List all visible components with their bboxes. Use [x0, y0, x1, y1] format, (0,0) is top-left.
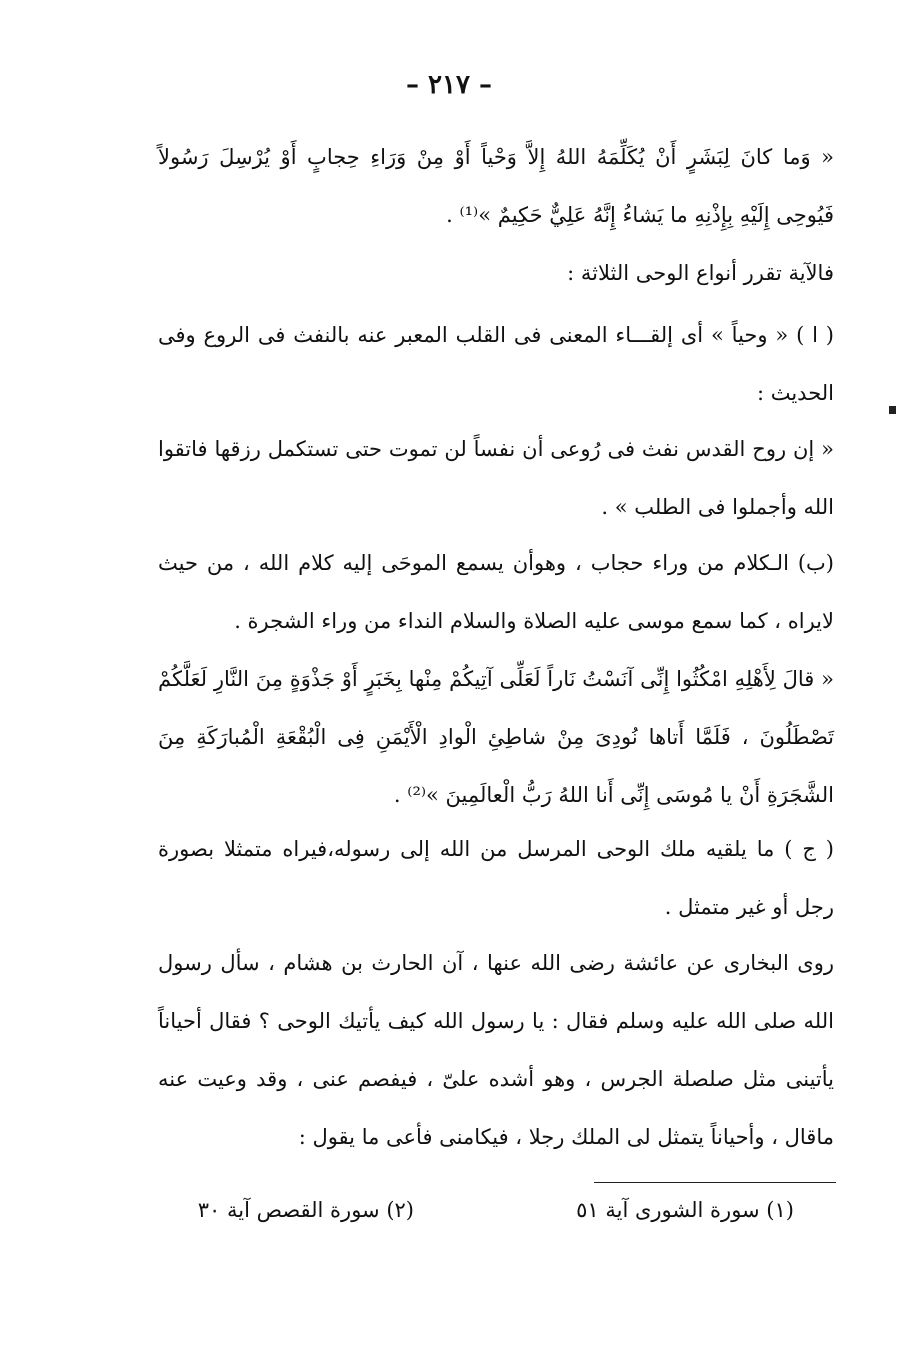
- hadith-quote: « إن روح القدس نفث فى رُوعى أن نفساً لن تموت حتى تستكمل رزقها فاتقوا الله وأجملوا فى الطلب » .: [158, 437, 834, 519]
- page-number: – ٢١٧ –: [405, 70, 493, 100]
- quran-verse-qasas: « قالَ لِأَهْلِهِ امْكُثُوا إِنِّى آنَسْتُ نَاراً لَعَلِّى آتِيكُمْ مِنْها بِخَبَرٍ أَوْ جَذْوَةٍ مِنَ النَّارِ لَعَلَّكُمْ تَصْطَلُونَ ، فَلَمَّا أَتاها نُودِىَ مِنْ شاطِئِ الْوادِ الْأَيْمَنِ فِى الْبُقْعَةِ الْمُبارَكَةِ مِنَ الشَّجَرَةِ أَنْ يا مُوسَى إِنِّى أَنا اللهُ رَبُّ الْعالَمِينَ »⁽²⁾ .: [158, 667, 834, 807]
- footnote-1: (١) سورة الشورى آية ٥١: [576, 1198, 794, 1222]
- revelation-type-b: (ب) الـكلام من وراء حجاب ، وهوأن يسمع الموحَى إليه كلام الله ، من حيث لايراه ، كما سمع موسى عليه الصلاة والسلام النداء من وراء الشجرة .: [158, 551, 834, 633]
- footnote-separator: [594, 1182, 836, 1183]
- revelation-type-c: ( ج ) ما يلقيه ملك الوحى المرسل من الله إلى رسوله،فيراه متمثلا بصورة رجل أو غير متمثل .: [158, 837, 834, 919]
- quran-verse-shura: « وَما كانَ لِبَشَرٍ أَنْ يُكَلِّمَهُ اللهُ إِلاَّ وَحْياً أَوْ مِنْ وَرَاءِ حِجابٍ أَوْ يُرْسِلَ رَسُولاً فَيُوحِى إِلَيْهِ بِإِذْنِهِ ما يَشاءُ إِنَّهُ عَلِيٌّ حَكِيمٌ »⁽¹⁾ .: [158, 145, 834, 227]
- footnote-2: (٢) سورة القصص آية ٣٠: [197, 1198, 414, 1222]
- revelation-type-a: ( ا ) « وحياً » أى إلقـــاء المعنى فى القلب المعبر عنه بالنفث فى الروع وفى الحديث :: [158, 323, 834, 405]
- intro-line: فالآية تقرر أنواع الوحى الثلاثة :: [567, 261, 834, 285]
- bukhari-narration: روى البخارى عن عائشة رضى الله عنها ، آن الحارث بن هشام ، سأل رسول الله صلى الله عليه وسلم فقال : يا رسول الله كيف يأتيك الوحى ؟ فقال أحياناً يأتينى مثل صلصلة الجرس ، وهو أشده علىّ ، فيفصم عنى ، وقد وعيت عنه ماقال ، وأحياناً يتمثل لى الملك رجلا ، فيكامنى فأعى ما يقول :: [158, 951, 834, 1149]
- margin-mark: [889, 406, 896, 414]
